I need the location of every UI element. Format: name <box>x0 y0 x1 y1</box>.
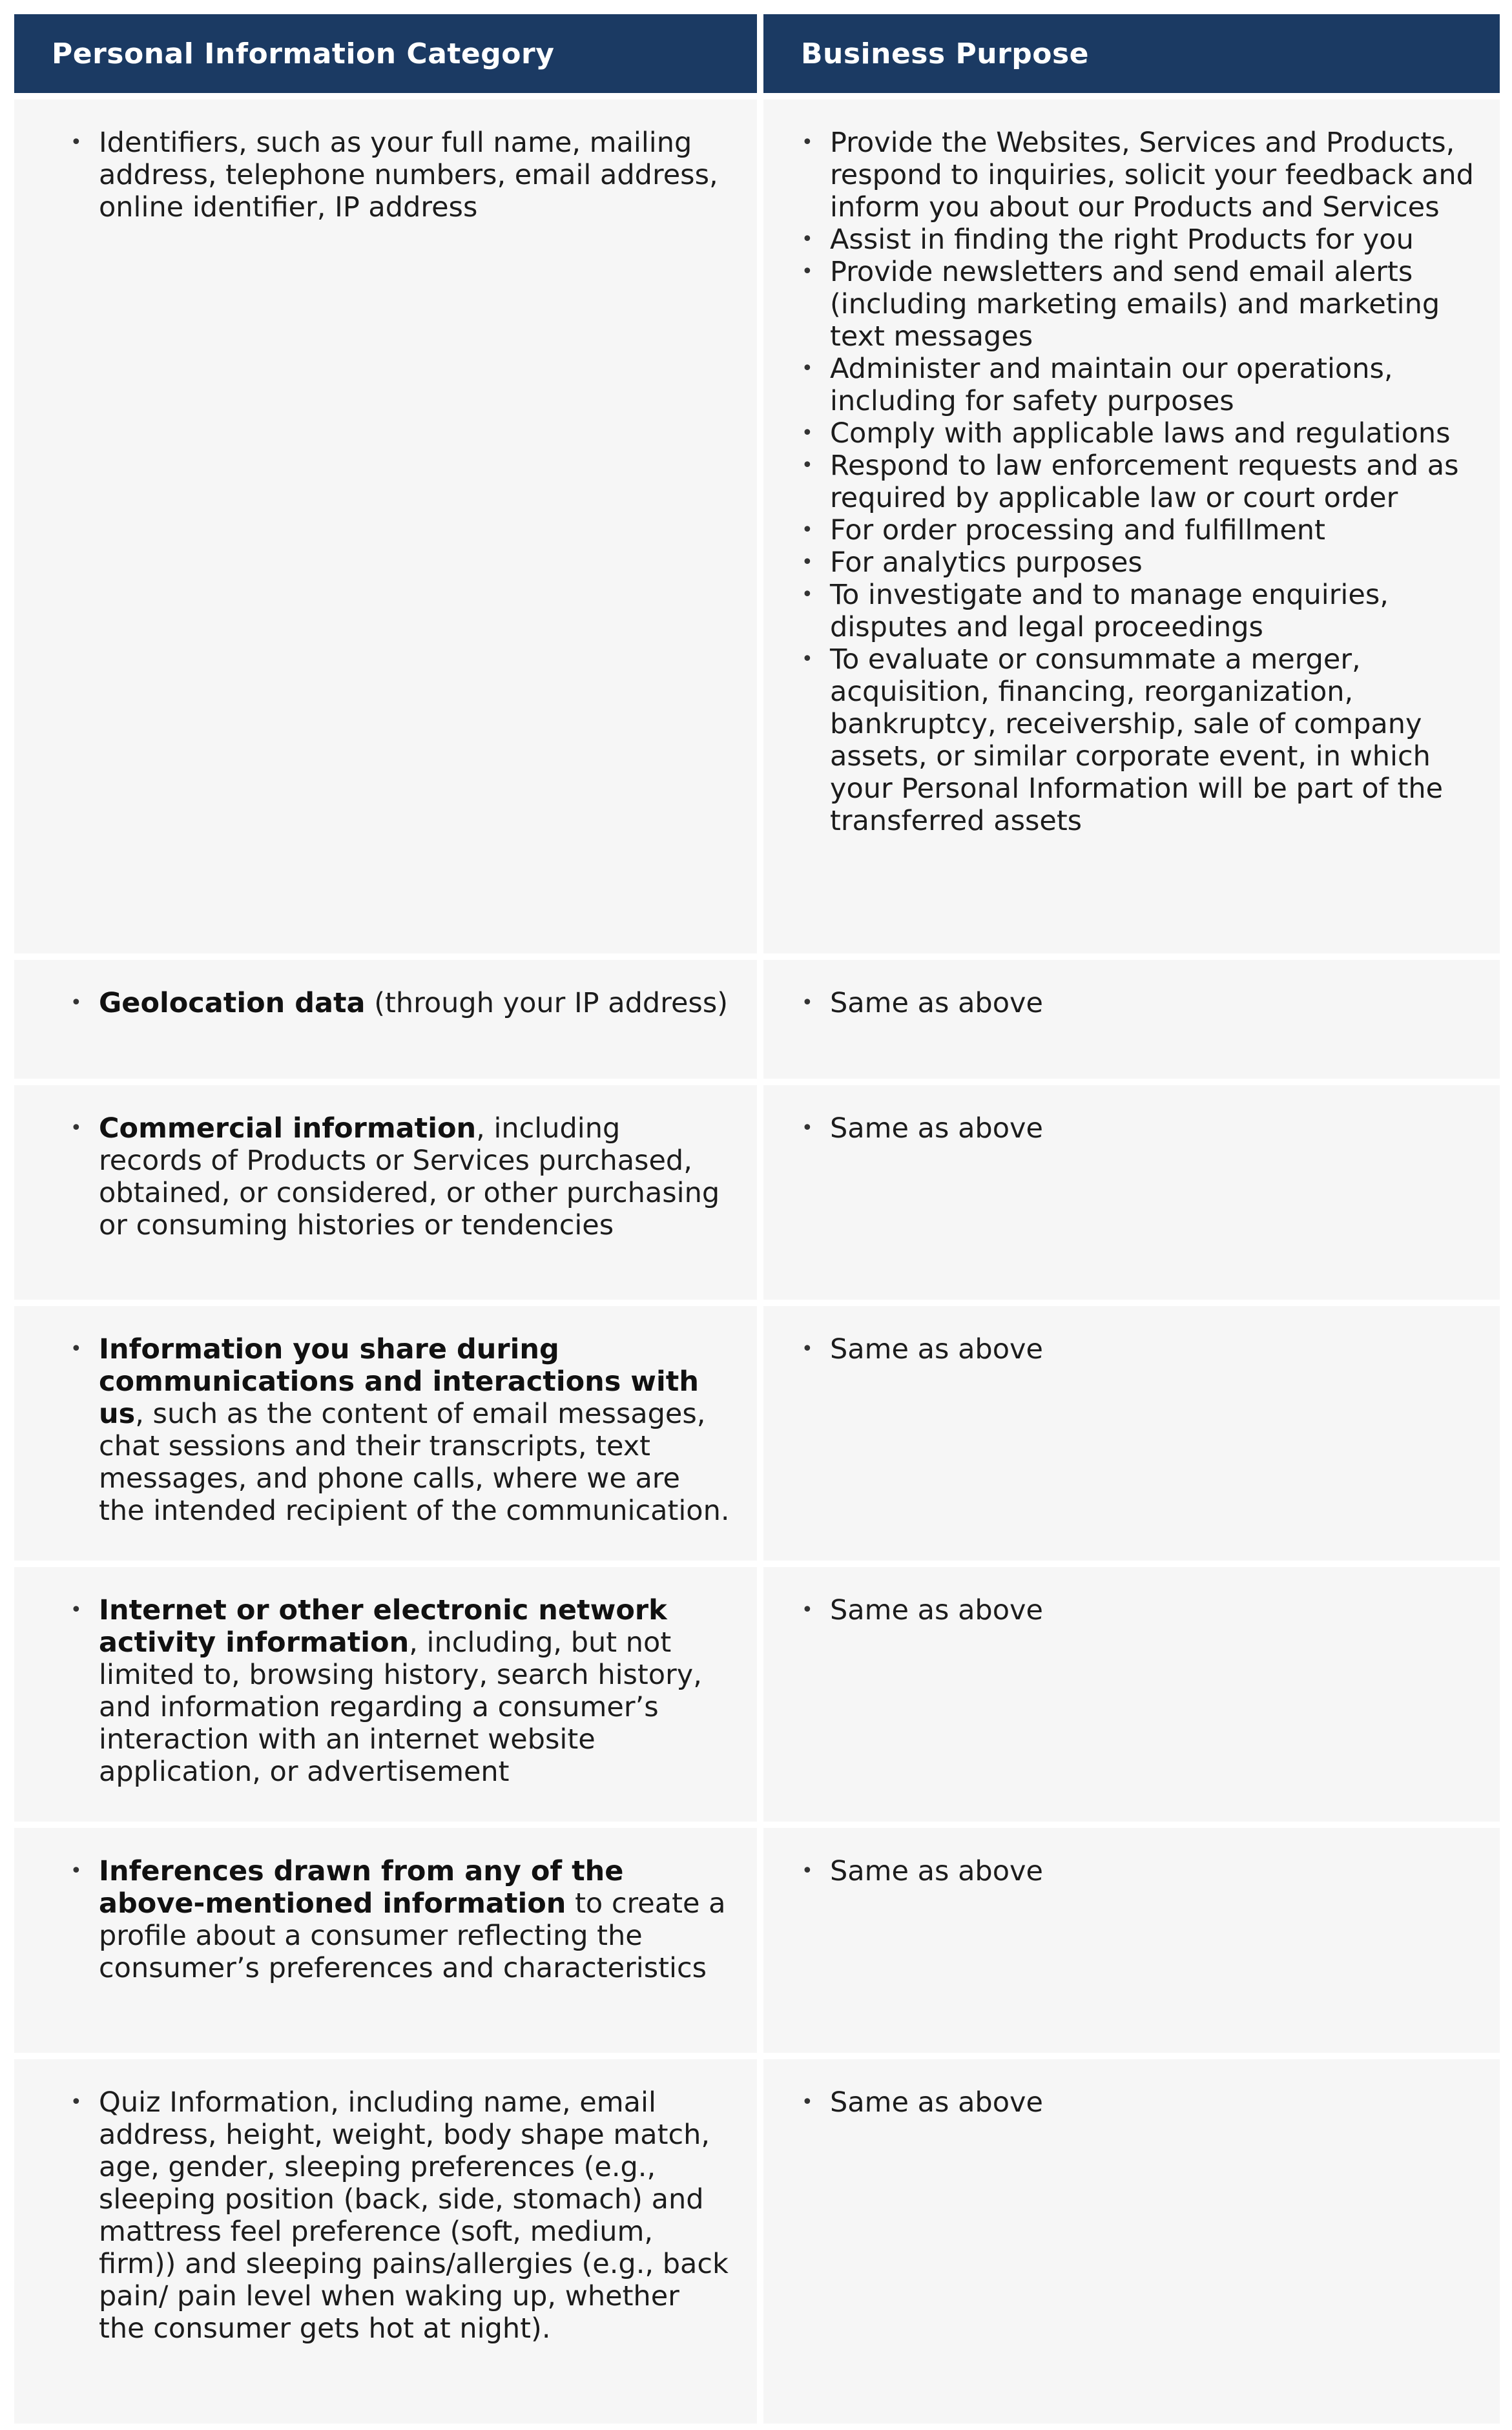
category-bold-text: Commercial information <box>99 1112 477 1145</box>
purpose-item: • Same as above <box>830 1333 1474 1366</box>
category-cell <box>14 2059 757 2424</box>
category-item <box>99 1112 731 1241</box>
category-item <box>99 1855 731 1984</box>
category-item <box>99 127 731 223</box>
purpose-item: • Same as above <box>830 987 1474 1019</box>
purpose-item: • Provide newsletters and send email alerts (including marketing emails) and marketing text messages <box>830 256 1474 353</box>
table-header-row <box>14 14 1500 93</box>
category-text: , including, but not limited to, browsing history, search history, and information regarding a consumer’s interaction with an internet website application, or advertisement <box>99 1626 702 1788</box>
purpose-item: • Assist in finding the right Products for you <box>830 223 1474 256</box>
purpose-item: • Administer and maintain our operations, including for safety purposes <box>830 353 1474 417</box>
table-row <box>14 99 1500 953</box>
category-bold-text: Information you share during communications and interactions with us <box>99 1333 699 1430</box>
purpose-item: • Same as above <box>830 1594 1474 1626</box>
category-cell <box>14 1306 757 1561</box>
purpose-item: • Same as above <box>830 1112 1474 1145</box>
table-row <box>14 1085 1500 1300</box>
table-row <box>14 1306 1500 1561</box>
category-cell <box>14 1085 757 1300</box>
purpose-cell <box>763 1085 1500 1300</box>
purpose-cell <box>763 2059 1500 2424</box>
category-bold-text: Geolocation data <box>99 987 366 1019</box>
category-cell <box>14 1567 757 1822</box>
category-text: (through your IP address) <box>365 987 728 1019</box>
category-cell <box>14 99 757 953</box>
purpose-item: • For order processing and fulfillment <box>830 514 1474 546</box>
purpose-cell <box>763 99 1500 953</box>
category-item <box>99 987 731 1019</box>
table-row <box>14 1567 1500 1822</box>
category-item <box>99 1333 731 1527</box>
category-text: Identifiers, such as your full name, mailing address, telephone numbers, email address, online identifier, IP address <box>99 127 718 223</box>
purpose-cell <box>763 960 1500 1079</box>
category-cell <box>14 960 757 1079</box>
purpose-item: • Provide the Websites, Services and Products, respond to inquiries, solicit your feedback and inform you about our Products and Services <box>830 127 1474 223</box>
purpose-item: • Comply with applicable laws and regulations <box>830 417 1474 450</box>
purpose-item: • To evaluate or consummate a merger, acquisition, financing, reorganization, bankruptcy, receivership, sale of company assets, or similar corporate event, in which your Personal Information will be part of the transferred assets <box>830 643 1474 837</box>
purpose-item: • Same as above <box>830 2086 1474 2119</box>
purpose-cell <box>763 1567 1500 1822</box>
category-bold-text: Internet or other electronic network activity information <box>99 1594 667 1659</box>
category-cell <box>14 1828 757 2053</box>
category-item <box>99 1594 731 1788</box>
category-text: , including records of Products or Services purchased, obtained, or considered, or other purchasing or consuming histories or tendencies <box>99 1112 720 1241</box>
header-category: Personal Information Category <box>14 14 757 93</box>
category-bold-text: Inferences drawn from any of the above-mentioned information <box>99 1855 624 1920</box>
purpose-cell <box>763 1828 1500 2053</box>
category-text: Quiz Information, including name, email address, height, weight, body shape match, age, gender, sleeping preferences (e.g., sleeping position (back, side, stomach) and mattress feel preference (soft, medium, firm)) and sleeping pains/allergies (e.g., back pain/ pain level when waking up, whether the consumer gets hot at night). <box>99 2086 729 2345</box>
category-item <box>99 2086 731 2345</box>
table-row <box>14 2059 1500 2424</box>
purpose-cell <box>763 1306 1500 1561</box>
purpose-item: • To investigate and to manage enquiries, disputes and legal proceedings <box>830 579 1474 643</box>
category-text: , such as the content of email messages, chat sessions and their transcripts, text messages, and phone calls, where we are the intended recipient of the communication. <box>99 1398 730 1527</box>
purpose-item: • Respond to law enforcement requests and as required by applicable law or court order <box>830 450 1474 514</box>
category-text: to create a profile about a consumer reflecting the consumer’s preferences and characteristics <box>99 1887 726 1984</box>
purpose-item: • Same as above <box>830 1855 1474 1887</box>
header-business-purpose: Business Purpose <box>763 14 1500 93</box>
personal-information-table <box>8 8 1506 2430</box>
table-row <box>14 960 1500 1079</box>
purpose-item: • For analytics purposes <box>830 546 1474 579</box>
table-row <box>14 1828 1500 2053</box>
